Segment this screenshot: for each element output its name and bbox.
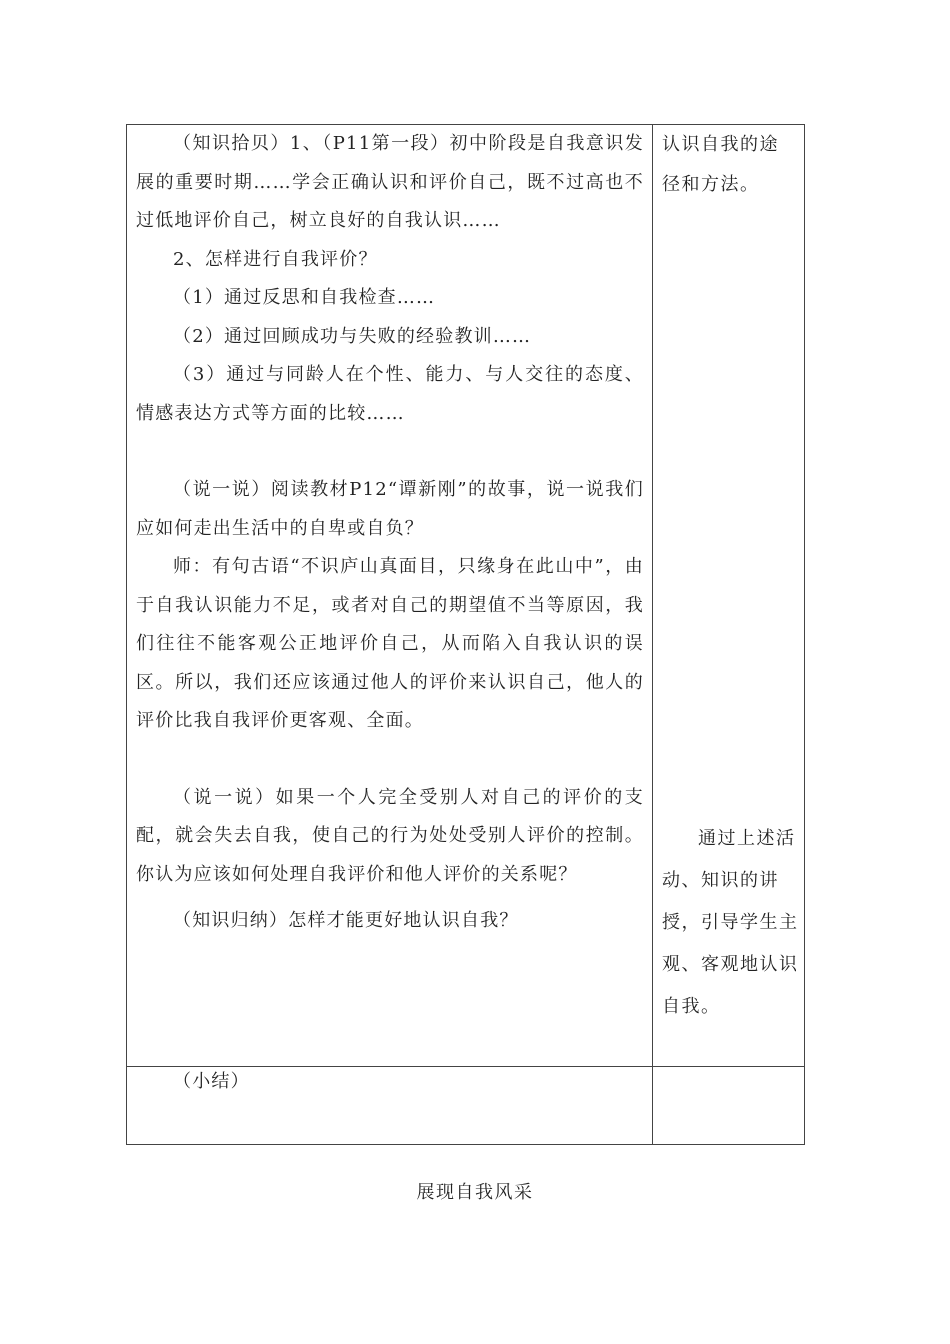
side-notes-cell bbox=[653, 125, 805, 1067]
method-item-3: （3）通过与同龄人在个性、能力、与人交往的态度、情感表达方式等方面的比较…… bbox=[136, 364, 644, 424]
teacher-remark: 师：有句古语“不识庐山真面目，只缘身在此山中”，由于自我认识能力不足，或者对自己的期望值不当等原因，我们往往不能客观公正地评价自己，从而陷入自我认识的误区。所以，我们还应该通过他人的评价来认识自己，他人的评价比我自我评价更客观、全面。 bbox=[136, 556, 644, 731]
method-item-1: （1）通过反思和自我检查…… bbox=[173, 287, 436, 308]
talk-activity-1: （说一说）阅读教材P12“谭新刚”的故事，说一说我们应如何走出生活中的自卑或自负？ bbox=[136, 479, 644, 539]
knowledge-summary-question: （知识归纳）怎样才能更好地认识自我？ bbox=[173, 910, 519, 931]
question-2: 2、怎样进行自我评价？ bbox=[173, 248, 378, 270]
talk-activity-2: （说一说）如果一个人完全受别人对自己的评价的支配，就会失去自我，使自己的行为处处受别人评价的控制。你认为应该如何处理自我评价和他人评价的关系呢？ bbox=[136, 786, 644, 885]
summary-label: （小结） bbox=[173, 1071, 250, 1092]
summary-side-cell bbox=[653, 1067, 805, 1145]
content-row bbox=[127, 125, 805, 1067]
main-content-cell bbox=[127, 125, 653, 1067]
summary-cell bbox=[127, 1067, 653, 1145]
knowledge-paragraph: （知识拾贝）1、（P11第一段）初中阶段是自我意识发展的重要时期……学会正确认识和评价自己，既不过高也不过低地评价自己，树立良好的自我认识…… bbox=[136, 133, 644, 231]
summary-row bbox=[127, 1067, 805, 1145]
section-caption: 展现自我风采 bbox=[416, 1182, 534, 1203]
side-note-bottom: 通过上述活动、知识的讲授，引导学生主观、客观地认识自我。 bbox=[662, 828, 799, 1017]
method-item-2: （2）通过回顾成功与失败的经验教训…… bbox=[173, 325, 532, 347]
side-note-top: 认识自我的途径和方法。 bbox=[662, 134, 779, 195]
lesson-plan-table bbox=[126, 124, 805, 1145]
